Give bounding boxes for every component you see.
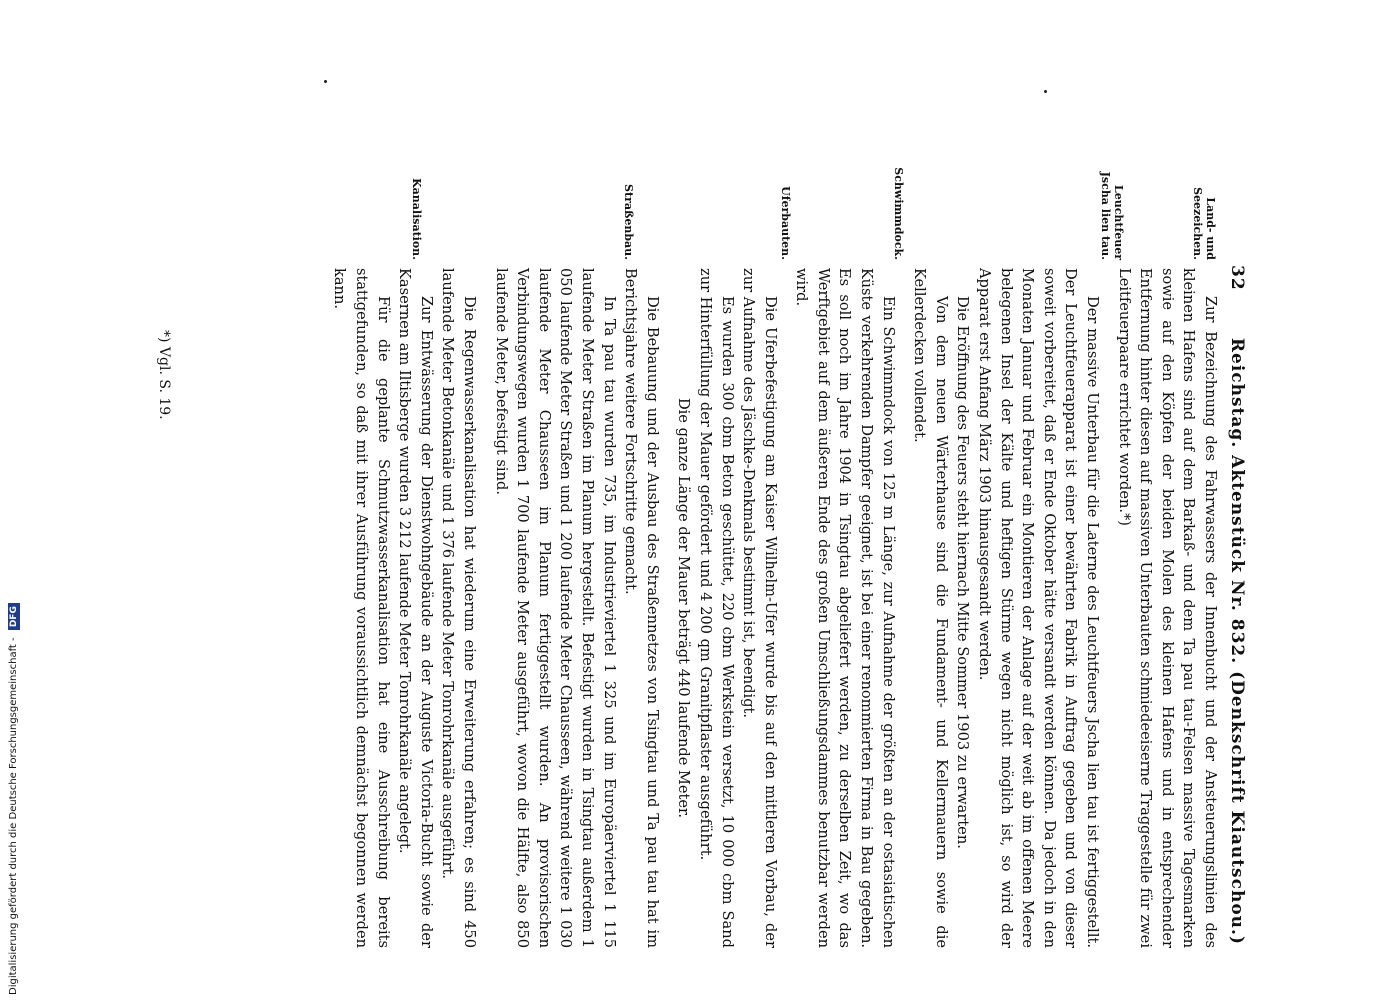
paragraph-entwaesserung: Zur Entwässerung der Dienstwohngebäude an der Auguste Victoria-Bucht sowie der Kasernen am Iltisberge wurden 3 212 laufende Meter Tonrohrkanäle angelegt.	[396, 268, 435, 948]
margin-note-strassenbau: Straßenbau.	[622, 184, 635, 260]
page-body	[329, 268, 1221, 948]
paragraph-schwimmdock: Ein Schwimmdock von 125 m Länge, zur Aufnahme der größten an der ostasiatischen Küste verkehrenden Dampfer geeignet, ist bei einer renommierten Firma in Bau gegeben. Es soll noch im Jahre 1904 in Tsingtau abgeliefert werden, zu derselben Zeit, wo das Werftgebiet auf dem äußeren Ende des großen Umschließungsdammes benutzbar werden wird.	[793, 268, 897, 948]
paragraph-seezeichen: Zur Bezeichnung des Fahrwassers der Innenbucht und der Ansteuerungslinien des kleinen Hafens sind auf dem Barkaß- und dem Ta pau tau-Felsen massive Tagesmarken sowie auf den Köpfen der beiden Molen des kleinen Hafens und in entsprechender Entfernung hinter diesen auf massiven Unterbauten schmiedeeiserne Traggestelle für zwei Leitfeuerpaare errichtet worden.*)	[1115, 268, 1219, 948]
scan-speck	[1044, 90, 1047, 93]
paragraph-uferbefestigung: Die Uferbefestigung am Kaiser Wilhelm-Ufer wurde bis auf den mittleren Vorbau, der zur Aufnahme des Jäschke-Denkmals bestimmt ist, beendigt.	[740, 268, 779, 948]
paragraph-schmutzwasser: Für die geplante Schmutzwasserkanalisation hat eine Ausschreibung bereits stattgefunden, so daß mit ihrer Ausführung voraussichtlich demnächst begonnen werden kann.	[331, 268, 392, 948]
margin-note-leuchtfeuer: Leuchtfeuer Jscha lien tau.	[1099, 171, 1125, 260]
scan-speck	[324, 80, 327, 83]
digitization-credit	[8, 603, 20, 995]
paragraph-mauerlaenge: Die ganze Länge der Mauer beträgt 440 laufende Meter.	[675, 397, 693, 819]
paragraph-beton: Es wurden 300 cbm Beton geschüttet, 220 cbm Werkstein versetzt, 10 000 cbm Sand zur Hinterfüllung der Mauer gefördert und 4 200 qm Granitpflaster ausgeführt.	[696, 268, 736, 948]
margin-note-uferbauten: Uferbauten.	[779, 186, 792, 260]
page-number: 32	[1227, 265, 1247, 291]
margin-note-land-und-seezeichen: Land- und Seezeichen.	[1191, 187, 1217, 260]
margin-note-kanalisation: Kanalisation.	[410, 178, 423, 260]
paragraph-leuchtfeuer-eroeffnung: Die Eröffnung des Feuers steht hiernach Mitte Sommer 1903 zu erwarten.	[954, 296, 972, 849]
paragraph-leuchtfeuer-unterbau: Der massive Unterbau für die Laterne des Leuchtfeuers Jscha lien tau ist fertiggestellt. Der Leuchtfeuerapparat ist einer bewährten Fabrik in Auftrag gegeben und von dieser soweit vorbereitet, daß er Ende Oktober hätte versandt werden können. Da jedoch in den Monaten Januar und Februar ein Montieren der Anlage auf der weit ab im offenen Meere belegenen Insel der Kälte und heftigen Stürme wegen nicht möglich ist, so wird der Apparat erst Anfang März 1903 hinausgesandt werden.	[976, 268, 1102, 948]
page-header	[1227, 265, 1247, 945]
running-title: Reichstag. Aktenstück Nr. 832. (Denkschrift Kiautschou.)	[1227, 337, 1247, 945]
margin-note-schwimmdock: Schwimmdock.	[892, 167, 905, 260]
credit-text: Digitalisierung gefördert durch die Deutsche Forschungsgemeinschaft -	[8, 637, 19, 995]
paragraph-waerterhaus: Von dem neuen Wärterhause sind die Fundament- und Kellermauern sowie die Kellerdecken vollendet.	[911, 268, 950, 948]
paragraph-regenwasser: Die Regenwasserkanalisation hat wiederum eine Erweiterung erfahren; es sind 450 laufende Meter Betonkanäle und 1 376 laufende Meter Tonrohrkanäle ausgeführt.	[439, 268, 478, 948]
paragraph-strassennetz: Die Bebauung und der Ausbau des Straßennetzes von Tsingtau und Ta pau tau hat im Berichtsjahre weitere Fortschritte gemacht.	[622, 268, 661, 948]
dfg-logo: DFG	[8, 603, 20, 630]
footnote: *) Vgl. S. 19.	[156, 330, 172, 420]
paragraph-strassen-details: In Ta pau tau wurden 735, im Industrieviertel 1 325 und im Europäerviertel 1 115 laufende Meter Straßen im Planum hergestellt. Befestigt wurden in Tsingtau außerdem 1 050 laufende Meter Straßen und 1 200 laufende Meter Chausseen, während weitere 1 030 laufende Meter Chausseen im Planum fertiggestellt wurden. An provisorischen Verbindungswegen wurden 1 700 laufende Meter ausgeführt, wovon die Hälfte, also 850 laufende Meter, befestigt sind.	[492, 268, 618, 948]
